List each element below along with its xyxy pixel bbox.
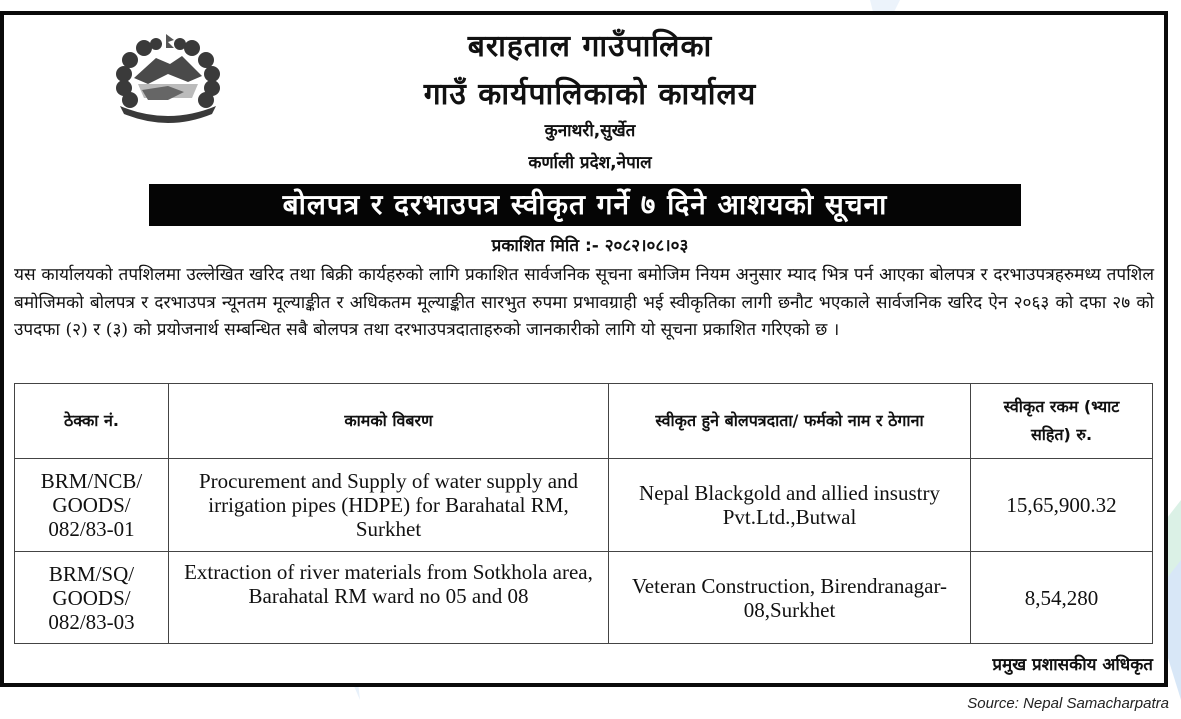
source-credit: Source: Nepal Samacharpatra bbox=[967, 695, 1169, 712]
municipality-name: बराहताल गाउँपालिका bbox=[467, 29, 713, 64]
col-header-bidder: स्वीकृत हुने बोलपत्रदाता/ फर्मको नाम र ठेगाना bbox=[609, 384, 971, 459]
office-province: कर्णाली प्रदेश,नेपाल bbox=[528, 153, 652, 173]
signatory-title: प्रमुख प्रशासकीय अधिकृत bbox=[992, 655, 1153, 675]
table-row bbox=[15, 552, 1153, 644]
notice-body: यस कार्यालयको तपशिलमा उल्लेखित खरिद तथा बिक्री कार्यहरुको लागि प्रकाशित सार्वजनिक सूचना बमोजिम नियम अनुसार म्याद भित्र पर्न आएका बोलपत्र र दरभाउपत्रहरुमध्य तपशिल बमोजिमको बोलपत्र र दरभाउपत्र न्यूनतम मूल्याङ्कीत र अधिकतम मूल्याङ्कीत सारभुत रुपमा प्रभावग्राही भई स्वीकृतिका लागी छनौट भएकाले सार्वजनिक खरिद ऐन २०६३ को दफा २७ को उपदफा (२) र (३) को प्रयोजनार्थ सम्बन्धित सबै बोलपत्र तथा दरभाउपत्रदाताहरुको जानकारीको लागि यो सूचना प्रकाशित गरिएको छ । bbox=[14, 265, 1154, 340]
table-row bbox=[15, 459, 1153, 552]
office-name: गाउँ कार्यपालिकाको कार्यालय bbox=[423, 77, 757, 112]
cell-amount: 8,54,280 bbox=[971, 552, 1153, 644]
cell-contract-no: BRM/NCB/ GOODS/ 082/83-01 bbox=[15, 459, 169, 552]
contracts-table bbox=[14, 383, 1153, 644]
notice-title-banner: बोलपत्र र दरभाउपत्र स्वीकृत गर्ने ७ दिने आशयको सूचना bbox=[149, 184, 1021, 226]
col-header-amount: स्वीकृत रकम (भ्याट सहित) रु. bbox=[971, 384, 1153, 459]
table-header-row bbox=[15, 384, 1153, 459]
cell-description: Procurement and Supply of water supply and irrigation pipes (HDPE) for Barahatal RM, Surkhet bbox=[169, 459, 609, 552]
cell-amount: 15,65,900.32 bbox=[971, 459, 1153, 552]
office-location: कुनाथरी,सुर्खेत bbox=[544, 121, 636, 141]
published-date: प्रकाशित मिति :- २०८२।०८।०३ bbox=[491, 236, 689, 256]
cell-bidder: Veteran Construction, Birendranagar-08,Surkhet bbox=[609, 552, 971, 644]
cell-bidder: Nepal Blackgold and allied insustry Pvt.Ltd.,Butwal bbox=[609, 459, 971, 552]
nepal-emblem-icon bbox=[108, 30, 228, 130]
col-header-description: कामको विबरण bbox=[169, 384, 609, 459]
col-header-contract-no: ठेक्का नं. bbox=[15, 384, 169, 459]
cell-contract-no: BRM/SQ/ GOODS/ 082/83-03 bbox=[15, 552, 169, 644]
cell-description: Extraction of river materials from Sotkhola area, Barahatal RM ward no 05 and 08 bbox=[169, 552, 609, 644]
